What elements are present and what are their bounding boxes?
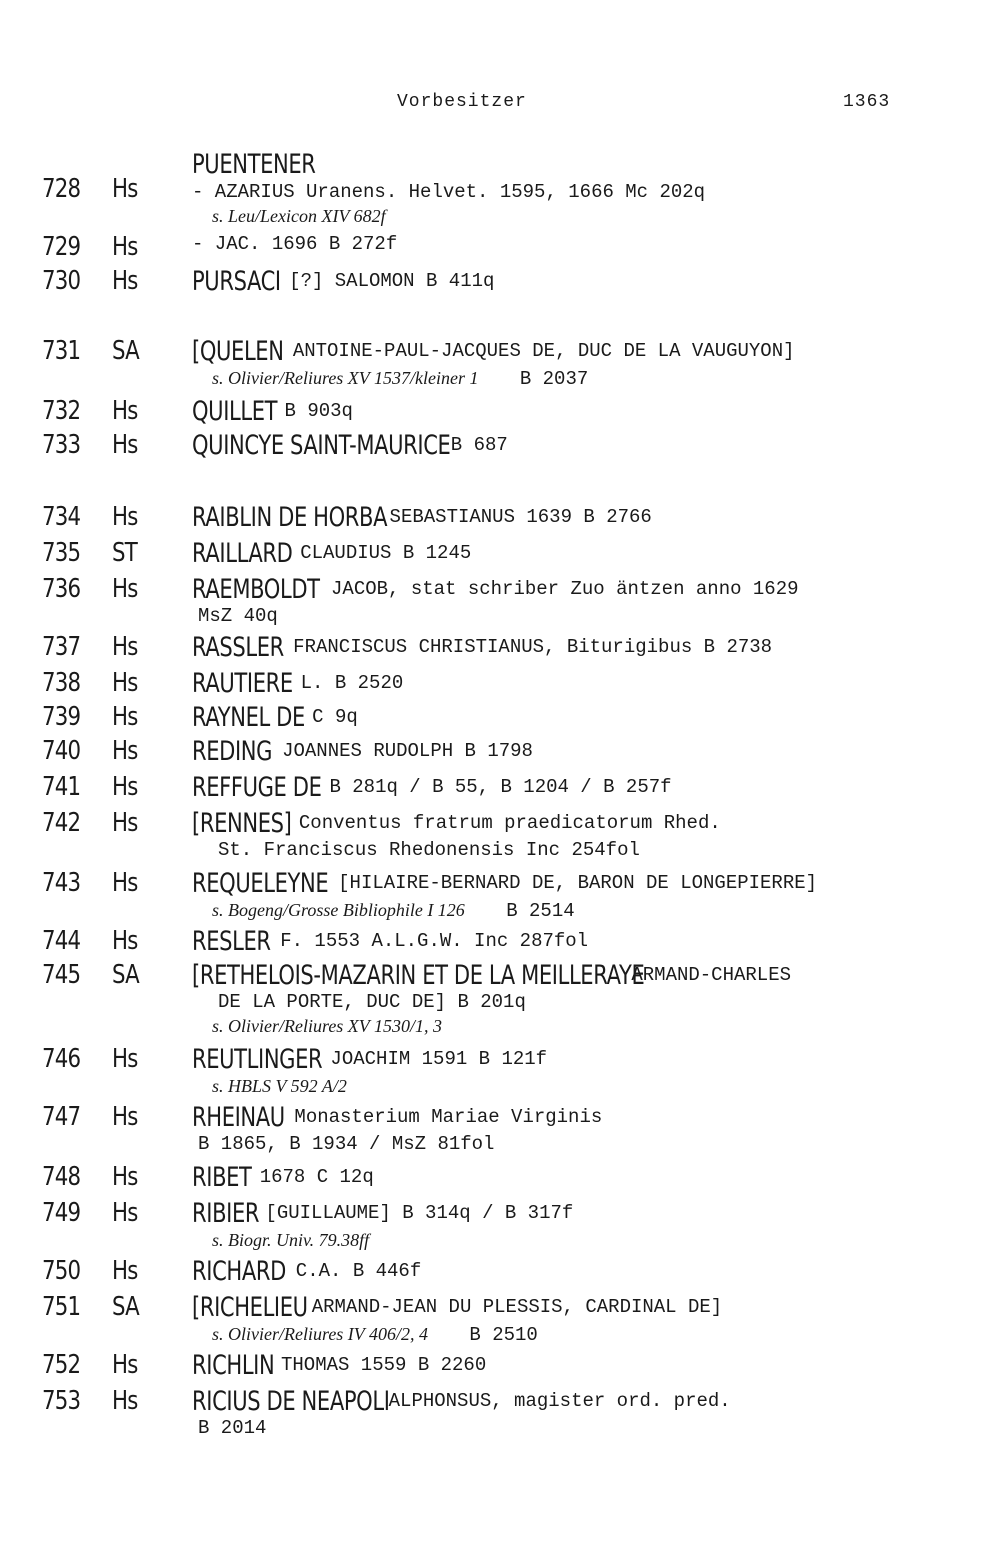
entry-text: B 1865, B 1934 / MsZ 81fol (198, 1133, 495, 1155)
entry-number: 728 (42, 174, 81, 204)
headword: RAIBLIN DE HORBA (192, 502, 388, 533)
entry-body (192, 1350, 992, 1380)
headword: REFFUGE DE (192, 772, 322, 803)
entry-body (192, 632, 992, 662)
entry-line (192, 772, 992, 802)
headword: RICHARD (192, 1256, 286, 1287)
entry-line (192, 736, 992, 766)
entry-line (192, 1014, 992, 1038)
headword: [RENNES] (192, 808, 292, 839)
entry-body (192, 668, 992, 698)
headword: [QUELEN (192, 336, 284, 367)
headword: RHEINAU (192, 1102, 285, 1133)
entry-type: Hs (112, 430, 138, 460)
entry-number: 738 (42, 668, 81, 698)
headword: QUINCYE SAINT-MAURICE (192, 430, 451, 461)
entry-type: ST (112, 538, 137, 568)
entry-text: C.A. B 446f (284, 1260, 422, 1282)
entry-line (192, 604, 992, 628)
entry-body (192, 502, 992, 532)
entry-text: MsZ 40q (198, 605, 278, 627)
entry-line (192, 808, 992, 838)
entry-type: Hs (112, 868, 138, 898)
headword: REQUELEYNE (192, 868, 329, 899)
entry-line (192, 1132, 992, 1156)
entry-type: Hs (112, 1386, 138, 1416)
entry-type: Hs (112, 1256, 138, 1286)
entry-text: JOANNES RUDOLPH B 1798 (270, 740, 533, 762)
entry-number: 731 (42, 336, 81, 366)
entry-type: Hs (112, 232, 138, 262)
entry-line (192, 1256, 992, 1286)
entry-text: B 2514 (494, 900, 575, 922)
headword: PURSACI (192, 266, 281, 297)
entry-number: 736 (42, 574, 81, 604)
headword: [RETHELOIS-MAZARIN ET DE LA MEILLERAYE (192, 960, 645, 991)
entry-type: Hs (112, 396, 138, 426)
literature-reference: s. Leu/Lexicon XIV 682f (212, 206, 386, 226)
entry-line (192, 926, 992, 956)
entry-line (192, 632, 992, 662)
entry-line (192, 1386, 992, 1416)
entry-line (192, 1228, 992, 1252)
headword: RICIUS DE NEAPOLI (192, 1386, 390, 1417)
entry-number: 742 (42, 808, 81, 838)
entry-body (192, 702, 992, 732)
entry-text: F. 1553 A.L.G.W. Inc 287fol (268, 930, 589, 952)
headword: REDING (192, 736, 273, 767)
entry-number: 730 (42, 266, 81, 296)
literature-reference: s. Bogeng/Grosse Bibliophile I 126 (212, 900, 465, 920)
headword: RIBET (192, 1162, 252, 1193)
entry-body (192, 336, 992, 390)
entry-type: Hs (112, 266, 138, 296)
entry-number: 743 (42, 868, 81, 898)
entry-line (192, 702, 992, 732)
entry-type: Hs (112, 1102, 138, 1132)
entry-body (192, 430, 992, 460)
entry-line (192, 990, 992, 1014)
entry-line (192, 1074, 992, 1098)
entry-body (192, 1102, 992, 1156)
entry-text: B 2014 (198, 1417, 267, 1439)
entry-number: 748 (42, 1162, 81, 1192)
entry-number: 733 (42, 430, 81, 460)
entry-text: - JAC. 1696 B 272f (192, 233, 398, 255)
literature-reference: s. HBLS V 592 A/2 (212, 1076, 347, 1096)
entry-number: 732 (42, 396, 81, 426)
entry-text: JOACHIM 1591 B 121f (319, 1048, 548, 1070)
entry-body (192, 960, 992, 1038)
page-number: 1363 (843, 92, 891, 112)
headword: QUILLET (192, 396, 278, 427)
entry-type: Hs (112, 668, 138, 698)
entry-text: - AZARIUS Uranens. Helvet. 1595, 1666 Mc 202q (192, 181, 706, 203)
entry-number: 752 (42, 1350, 81, 1380)
entry-body (192, 396, 992, 426)
headword: RAEMBOLDT (192, 574, 320, 605)
entry-type: Hs (112, 736, 138, 766)
entry-line (192, 336, 992, 366)
headword: REUTLINGER (192, 1044, 323, 1075)
entry-body (192, 1292, 992, 1346)
headword: RASSLER (192, 632, 284, 663)
entry-line (192, 266, 992, 296)
entry-type: SA (112, 336, 139, 366)
entry-body (192, 1044, 992, 1098)
entry-number: 740 (42, 736, 81, 766)
literature-reference: s. Biogr. Univ. 79.38ff (212, 1230, 370, 1250)
entry-line (192, 204, 992, 228)
entry-text: B 2510 (457, 1324, 538, 1346)
entry-text: [?] SALOMON B 411q (277, 270, 495, 292)
entry-type: SA (112, 960, 139, 990)
entry-type: Hs (112, 1162, 138, 1192)
entry-line (192, 1044, 992, 1074)
entry-text: JACOB, stat schriber Zuo äntzen anno 1629 (319, 578, 799, 600)
headword: RICHLIN (192, 1350, 275, 1381)
page-title: Vorbesitzer (397, 92, 527, 112)
entry-type: SA (112, 1292, 139, 1322)
entry-type: Hs (112, 632, 138, 662)
entry-text: B 2037 (508, 368, 589, 390)
entry-text: ARMAND-CHARLES (619, 964, 791, 986)
entry-text: [GUILLAUME] B 314q / B 317f (254, 1202, 574, 1224)
entry-text: [HILAIRE-BERNARD DE, BARON DE LONGEPIERRE] (326, 872, 818, 894)
entry-type: Hs (112, 1198, 138, 1228)
entry-line (192, 150, 992, 180)
entry-line (192, 1162, 992, 1192)
entry-number: 735 (42, 538, 81, 568)
entry-text: 1678 C 12q (248, 1166, 374, 1188)
entry-body (192, 868, 992, 922)
headword: RESLER (192, 926, 271, 957)
entry-line (192, 1292, 992, 1322)
entry-line (192, 366, 992, 390)
entry-body (192, 772, 992, 802)
entry-body (192, 150, 992, 228)
entry-number: 741 (42, 772, 81, 802)
entry-line (192, 1102, 992, 1132)
entry-body (192, 736, 992, 766)
entry-line (192, 898, 992, 922)
entry-text: ARMAND-JEAN DU PLESSIS, CARDINAL DE] (300, 1296, 723, 1318)
entry-type: Hs (112, 808, 138, 838)
entry-number: 753 (42, 1386, 81, 1416)
entry-text: St. Franciscus Rhedonensis Inc 254fol (218, 839, 640, 861)
headword: RAILLARD (192, 538, 293, 569)
entry-number: 751 (42, 1292, 81, 1322)
entry-body (192, 538, 992, 568)
entry-body (192, 1256, 992, 1286)
entry-number: 746 (42, 1044, 81, 1074)
entry-type: Hs (112, 574, 138, 604)
entry-text: ALPHONSUS, magister ord. pred. (377, 1390, 731, 1412)
entry-text: Conventus fratrum praedicatorum Rhed. (287, 812, 721, 834)
entry-number: 744 (42, 926, 81, 956)
literature-reference: s. Olivier/Reliures XV 1537/kleiner 1 (212, 368, 479, 388)
entry-line (192, 868, 992, 898)
headword: RAYNEL DE (192, 702, 305, 733)
entry-body (192, 1198, 992, 1252)
entry-text: L. B 2520 (289, 672, 404, 694)
entry-text: Monasterium Mariae Virginis (283, 1106, 603, 1128)
entry-text: B 281q / B 55, B 1204 / B 257f (318, 776, 672, 798)
entry-number: 729 (42, 232, 81, 262)
entry-body (192, 1386, 992, 1440)
entry-line (192, 1198, 992, 1228)
entry-line (192, 232, 992, 256)
entry-type: Hs (112, 926, 138, 956)
entry-text: B 903q (273, 400, 353, 422)
entry-line (192, 1416, 992, 1440)
entry-text: FRANCISCUS CHRISTIANUS, Biturigibus B 2738 (281, 636, 773, 658)
entry-line (192, 574, 992, 604)
entry-line (192, 668, 992, 698)
entry-line (192, 502, 992, 532)
entry-number: 747 (42, 1102, 81, 1132)
entry-number: 737 (42, 632, 81, 662)
entry-text: DE LA PORTE, DUC DE] B 201q (218, 991, 526, 1013)
headword: RAUTIERE (192, 668, 293, 699)
entry-type: Hs (112, 1350, 138, 1380)
entry-line (192, 180, 992, 204)
entry-line (192, 396, 992, 426)
entry-type: Hs (112, 1044, 138, 1074)
entry-body (192, 808, 992, 862)
entry-text: B 687 (439, 434, 508, 456)
headword: PUENTENER (192, 149, 316, 180)
entry-body (192, 926, 992, 956)
entry-text: SEBASTIANUS 1639 B 2766 (378, 506, 652, 528)
entry-type: Hs (112, 502, 138, 532)
headword: [RICHELIEU (192, 1292, 308, 1323)
entry-body (192, 574, 992, 628)
entry-text: C 9q (300, 706, 358, 728)
entry-text: THOMAS 1559 B 2260 (269, 1354, 487, 1376)
entry-line (192, 1350, 992, 1380)
entry-line (192, 1322, 992, 1346)
entry-line (192, 430, 992, 460)
entry-text: ANTOINE-PAUL-JACQUES DE, DUC DE LA VAUGUYON] (281, 340, 795, 362)
entry-type: Hs (112, 174, 138, 204)
literature-reference: s. Olivier/Reliures XV 1530/1, 3 (212, 1016, 442, 1036)
entry-number: 739 (42, 702, 81, 732)
entry-text: CLAUDIUS B 1245 (288, 542, 472, 564)
literature-reference: s. Olivier/Reliures IV 406/2, 4 (212, 1324, 428, 1344)
entry-line (192, 960, 992, 990)
entry-number: 745 (42, 960, 81, 990)
entry-number: 750 (42, 1256, 81, 1286)
entry-body (192, 266, 992, 296)
headword: RIBIER (192, 1198, 260, 1229)
entry-number: 749 (42, 1198, 81, 1228)
entry-body (192, 1162, 992, 1192)
entry-line (192, 538, 992, 568)
entry-number: 734 (42, 502, 81, 532)
entry-type: Hs (112, 702, 138, 732)
entry-body (192, 232, 992, 256)
entry-type: Hs (112, 772, 138, 802)
entry-line (192, 838, 992, 862)
